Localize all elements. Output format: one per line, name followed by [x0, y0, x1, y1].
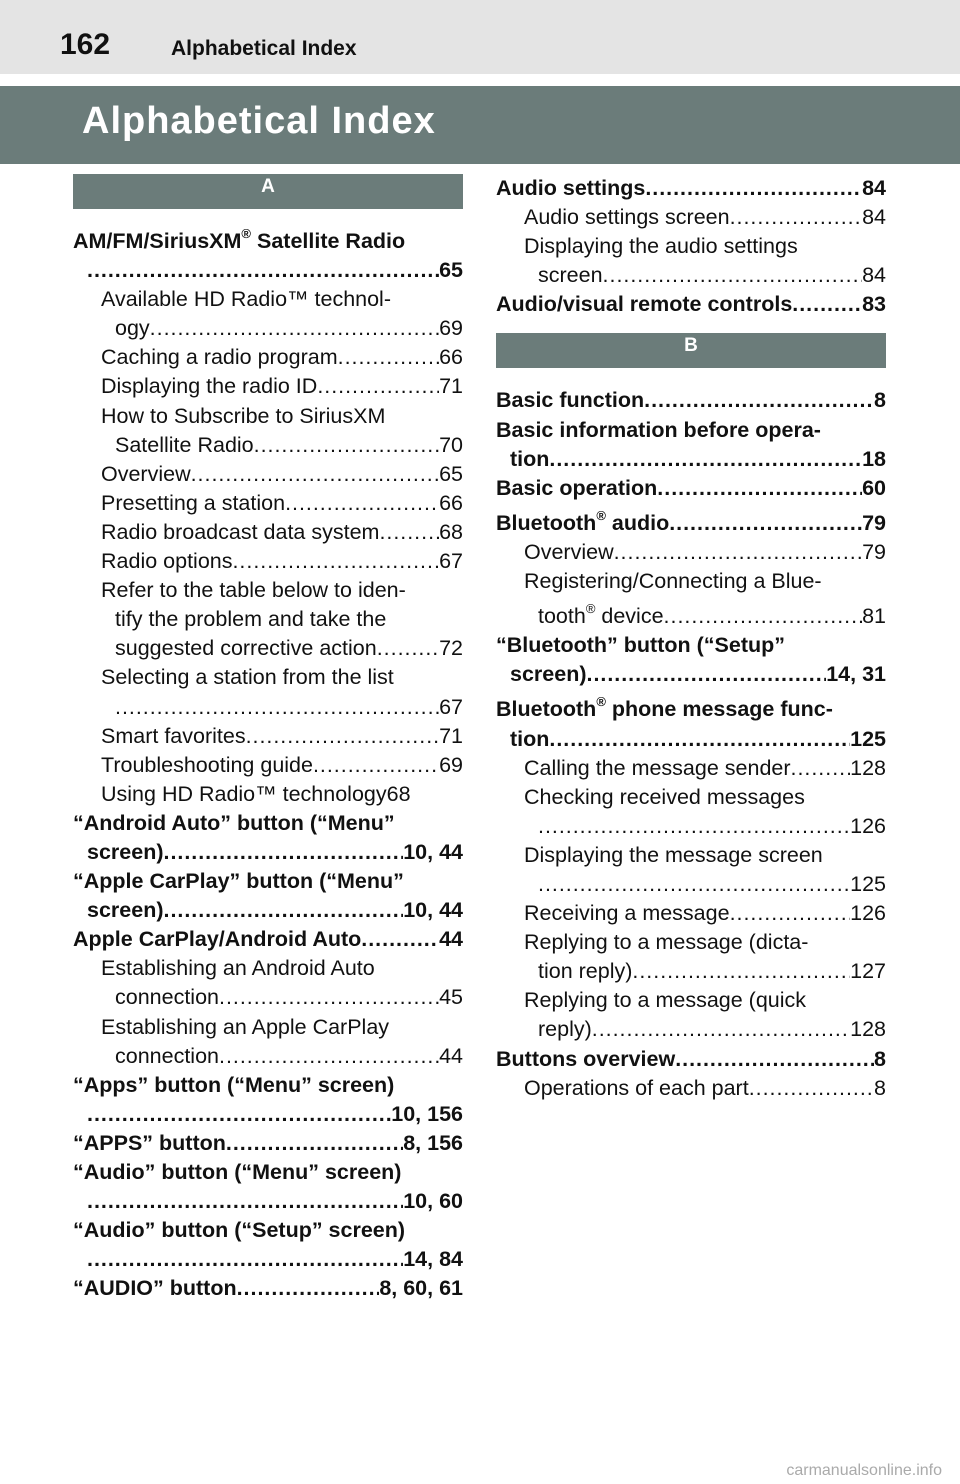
index-entry[interactable]: Buttons overview . . . 8	[496, 1045, 886, 1074]
index-entry[interactable]: Basic function . . . 8	[496, 386, 886, 415]
index-entry[interactable]: Basic information before opera- tion . . . 18	[496, 416, 886, 474]
title-band	[0, 86, 960, 164]
index-subentry[interactable]: Using HD Radio™ technology 68	[101, 781, 411, 806]
index-subentry[interactable]: Replying to a message (dicta- tion reply) . . . 127	[496, 928, 886, 986]
index-entry[interactable]: Audio/visual remote controls . . . 83	[496, 290, 886, 319]
index-subentry[interactable]: Overview . . . 79	[496, 538, 886, 567]
index-subentry[interactable]: Displaying the audio settings screen . . . 84	[496, 232, 886, 290]
index-subentry[interactable]: Smart favorites . . . 71	[73, 722, 463, 751]
page-title: Alphabetical Index	[82, 100, 436, 142]
index-subentry[interactable]: Checking received messages . . . 126	[496, 783, 886, 841]
page-number: 162	[60, 28, 111, 61]
index-subentry[interactable]: Overview . . . 65	[73, 460, 463, 489]
index-subentry[interactable]: Registering/Connecting a Blue- tooth® device . . . 81	[496, 567, 886, 631]
index-entry[interactable]: “APPS” button . . . 8, 156	[73, 1129, 463, 1158]
index-subentry[interactable]: Caching a radio program . . . 66	[73, 343, 463, 372]
index-entry[interactable]: “Apple CarPlay” button (“Menu” screen) . . . 10, 44	[73, 867, 463, 925]
index-subentry[interactable]: Establishing an Apple CarPlay connection . . . 44	[73, 1013, 463, 1071]
index-subentry[interactable]: Operations of each part . . . 8	[496, 1074, 886, 1103]
index-column-right	[496, 174, 886, 1103]
section-header-a: A	[73, 174, 463, 209]
index-subentry[interactable]: Audio settings screen . . . 84	[496, 203, 886, 232]
page-header	[0, 0, 960, 74]
index-entry[interactable]: Apple CarPlay/Android Auto . . . 44	[73, 925, 463, 954]
index-subentry[interactable]: Calling the message sender . . . 128	[496, 754, 886, 783]
index-subentry[interactable]: Refer to the table below to iden- tify the problem and take the suggested corrective action . . . 72	[73, 576, 463, 663]
index-subentry[interactable]: Troubleshooting guide . . . 69	[73, 751, 463, 780]
index-entry[interactable]: “Android Auto” button (“Menu” screen) . . . 10, 44	[73, 809, 463, 867]
watermark: carmanualsonline.info	[786, 1462, 942, 1479]
index-subentry[interactable]: How to Subscribe to SiriusXM Satellite Radio . . . 70	[73, 402, 463, 460]
index-entry[interactable]: Bluetooth® phone message func- tion . . . 125	[496, 695, 886, 753]
index-subentry[interactable]: Receiving a message . . . 126	[496, 899, 886, 928]
section-header-b: B	[496, 333, 886, 368]
running-title: Alphabetical Index	[171, 37, 357, 60]
index-entry[interactable]: Audio settings . . . 84	[496, 174, 886, 203]
index-subentry[interactable]: Radio options . . . 67	[73, 547, 463, 576]
index-entry[interactable]: Bluetooth® audio . . . 79	[496, 509, 886, 538]
index-entry[interactable]: “Bluetooth” button (“Setup” screen) . . . 14, 31	[496, 631, 886, 689]
index-subentry[interactable]: Establishing an Android Auto connection . . . 45	[73, 954, 463, 1012]
index-entry[interactable]: “Audio” button (“Menu” screen) . . . 10, 60	[73, 1158, 463, 1216]
index-subentry[interactable]: Replying to a message (quick reply) . . . 128	[496, 986, 886, 1044]
index-subentry[interactable]: Displaying the message screen . . . 125	[496, 841, 886, 899]
index-subentry[interactable]: Presetting a station . . . 66	[73, 489, 463, 518]
index-entry[interactable]: “Audio” button (“Setup” screen) . . . 14, 84	[73, 1216, 463, 1274]
index-subentry[interactable]: Available HD Radio™ technol- ogy . . . 69	[73, 285, 463, 343]
index-entry[interactable]: Basic operation . . . 60	[496, 474, 886, 503]
index-subentry[interactable]: Radio broadcast data system . . . 68	[73, 518, 463, 547]
index-column-left	[73, 174, 463, 1303]
index-entry[interactable]: “AUDIO” button . . . 8, 60, 61	[73, 1274, 463, 1303]
index-subentry[interactable]: Displaying the radio ID . . . 71	[73, 372, 463, 401]
index-subentry[interactable]: Selecting a station from the list . . . 67	[73, 663, 463, 721]
index-entry[interactable]: AM/FM/SiriusXM® Satellite Radio . . . 65	[73, 227, 463, 285]
index-entry[interactable]: “Apps” button (“Menu” screen) . . . 10, 156	[73, 1071, 463, 1129]
